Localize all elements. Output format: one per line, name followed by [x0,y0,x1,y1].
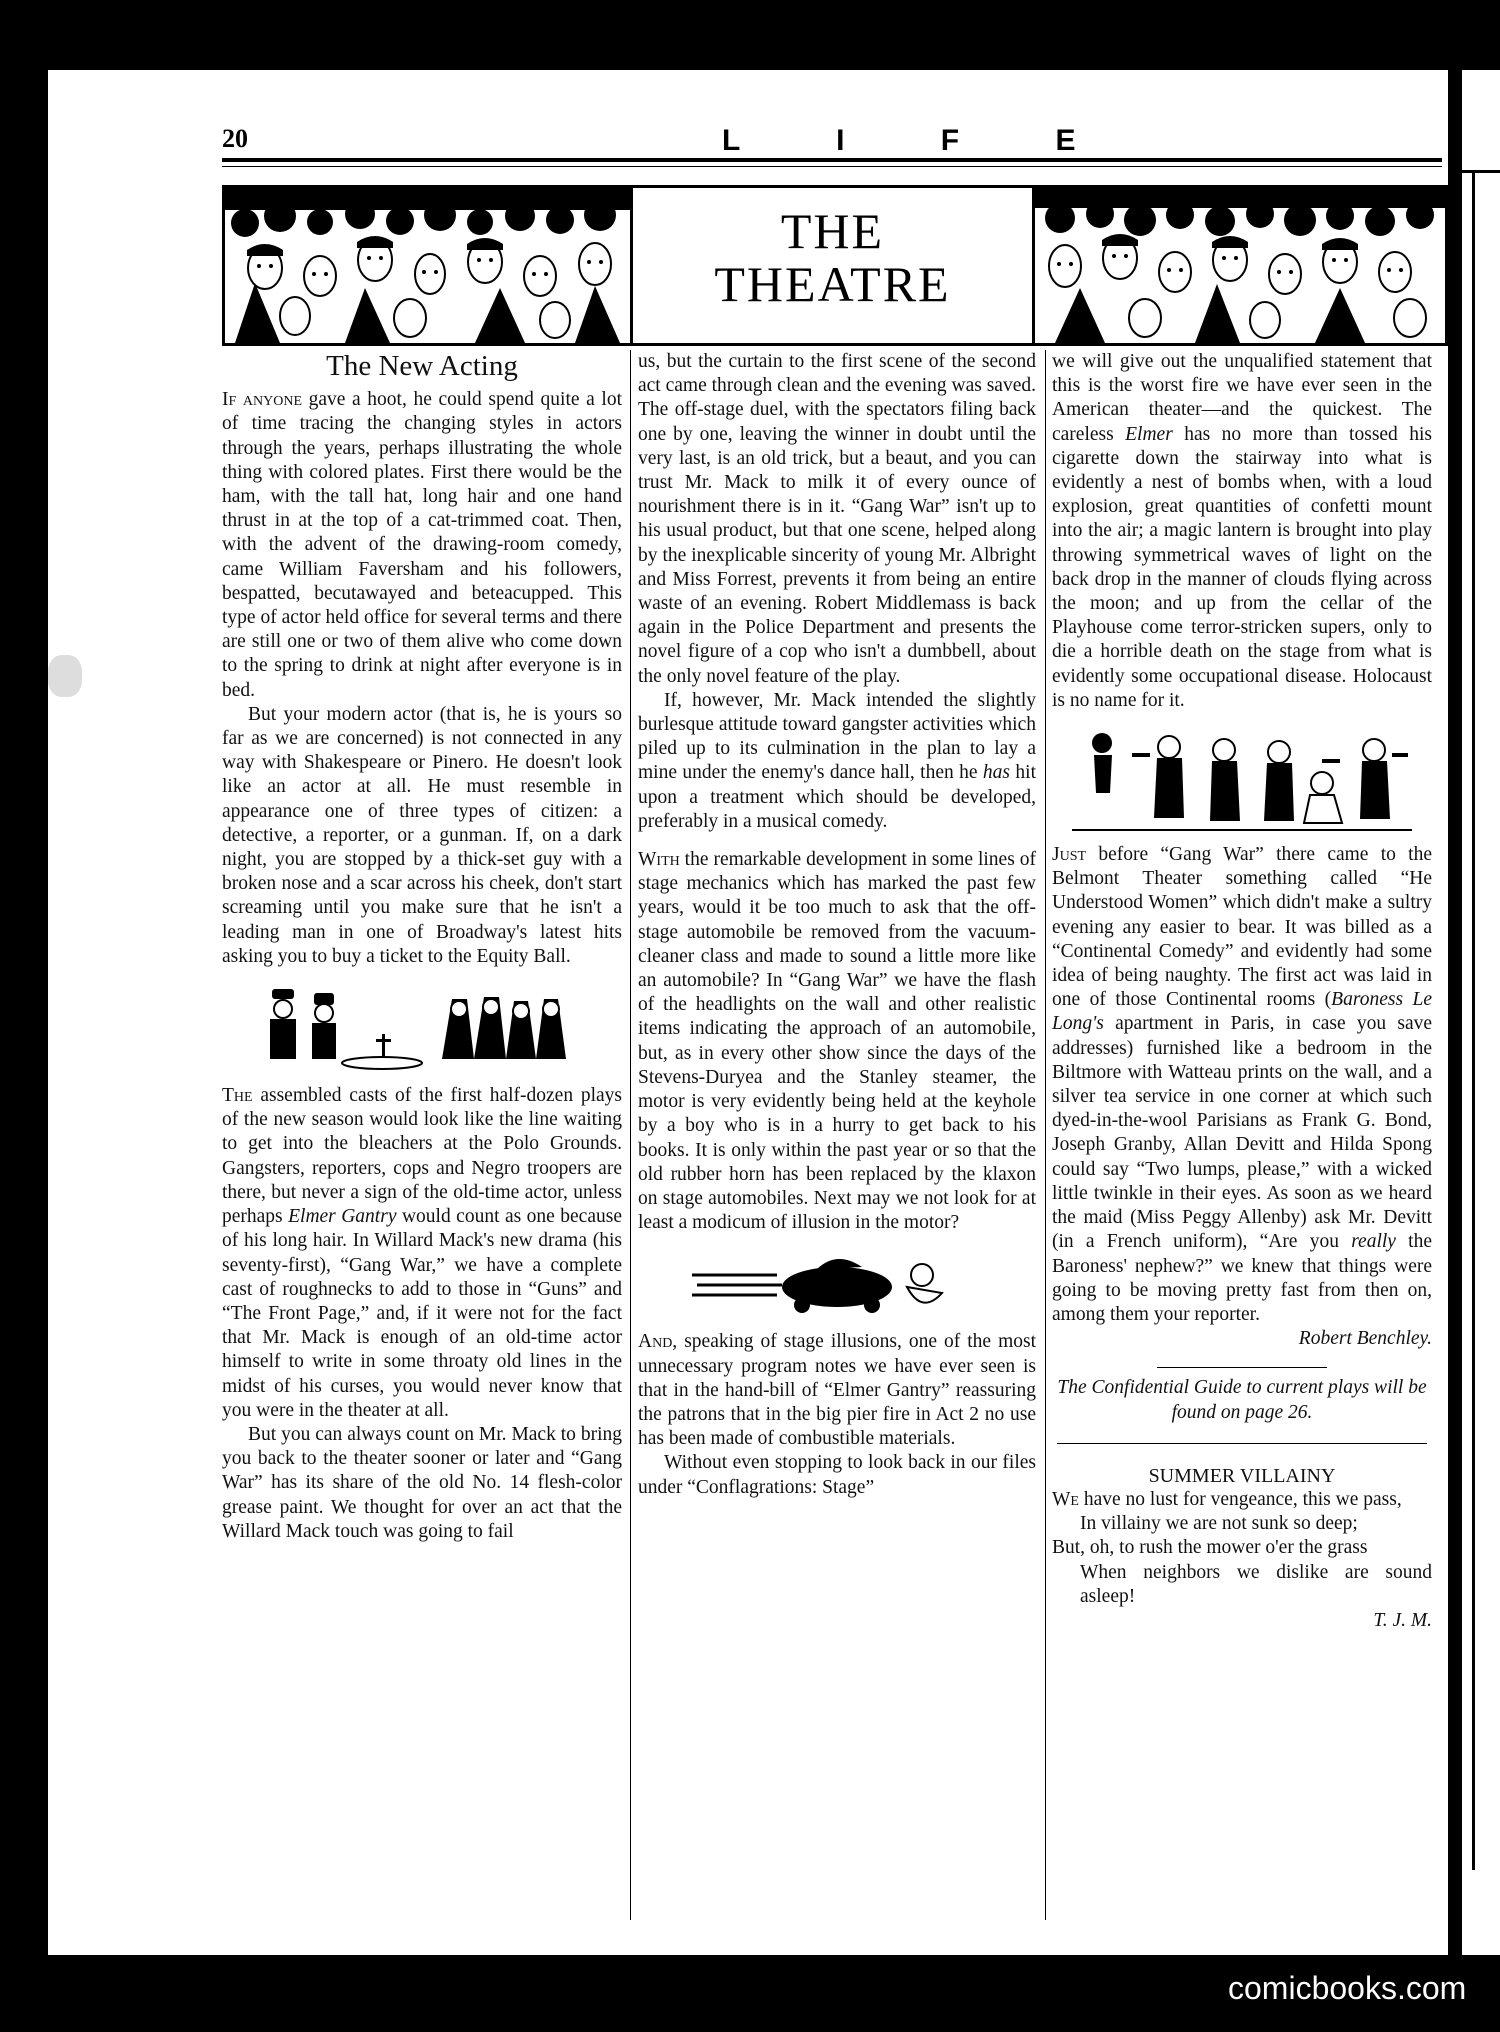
drop-lead: And, [638,1331,678,1353]
column-divider [1045,350,1046,1920]
drop-lead: The [222,1085,253,1107]
watermark: comicbooks.com [1228,1970,1467,2006]
poem-line: We have no lust for vengeance, this we pass, [1052,1488,1402,1510]
page-number: 20 [222,124,248,153]
banner-title-line1: THE [780,203,885,259]
drop-lead: With [638,849,680,871]
paragraph: With the remarkable development in some lines of stage mechanics which has marked the past few years, would it be too much to ask that the off-stage automobile be removed from the vacuum-cleaner class and made to sound a little more like an automobile? In “Gang War” we have the flash of the headlights on the wall and other realistic items indicating the approach of an automobile, but, as in every other show since the days of the Stevens-Duryea and the Stanley steamer, the motor is very evidently being held at the keyhole by a boy who is in a hurry to get back to his books. It is only within the past year or so that the old rubber horn has been replaced by the klaxon on stage automobiles. Next may we not look for at least a modicum of illusion in the motor? [638,849,1036,1234]
banner-title-line2: THEATRE [714,256,951,312]
paragraph: If, however, Mr. Mack intended the slightly burlesque attitude toward gangster activities which piled up to its culmination in the plan to lay a mine under the enemy's dance hall, then he has hit upon a treatment which should be developed, preferably in a musical comedy. [638,689,1036,832]
paragraph: us, but the curtain to the first scene of the second act came through clean and the evening was saved. The off-stage duel, with the spectators filing back one by one, leaving the winner in doubt until the very last, is an old trick, but a beaut, and you can trust Mr. Mack to milk it of every ounce of nourishment there is in it. “Gang War” isn't up to his usual product, but that one scene, helped along by the inexplicable sincerity of young Mr. Albright and Miss Forrest, prevents it from being an entire waste of an evening. Robert Middlemass is back again in the Police Department and presents the novel figure of a cop who isn't a dumbbell, about the only novel feature of the play. [638,351,1036,687]
theatre-banner [222,185,1448,346]
paragraph: Just before “Gang War” there came to the Belmont Theater something called “He Understood Women” which didn't make a sultry evening any easier to bear. It was billed as a “Continental Comedy” and evidently had some idea of being naughty. The first act was laid in one of those Continental rooms (Baroness Le Long's apartment in Paris, in case you save addresses) furnished like a bedroom in the Biltmore with Watteau prints on the wall, and a silver tea service in one corner at which such dyed-in-the-wool Parisians as Frank G. Bond, Joseph Granby, Allan Devitt and Hilda Spong could say “Two lumps, please,” with a wicked little twinkle in their eyes. As soon as we heard the maid (Miss Peggy Allenby) ask Mr. Devitt (in a French uniform), “Are you really the Baroness' nephew?” we knew that things were going to be moving pretty fast from then on, among them your reporter. [1052,844,1433,1325]
article-column-1 [222,350,622,1544]
scan-blemish [48,655,82,697]
paragraph: But you can always count on Mr. Mack to bring you back to the theater sooner or later and “Gang War” has its share of the old No. 14 flesh-color grease paint. We thought for over an act that the Willard Mack touch was going to fail [222,1423,622,1542]
section-rule [1057,1443,1427,1444]
guide-note: The Confidential Guide to current plays will be found on page 26. [1057,1377,1427,1423]
adjacent-page-edge [1462,70,1500,1955]
article-heading: The New Acting [326,350,518,382]
poem [1052,1488,1432,1633]
paragraph: The assembled casts of the first half-dozen plays of the new season would look like the line waiting to get into the bleachers at the Polo Grounds. Gangsters, reporters, cops and Negro troopers are there, but never a sign of the old-time actor, unless perhaps Elmer Gantry would count as one because of his long hair. In Willard Mack's new drama (his seventy-first), “Gang War,” we have a complete cast of roughnecks to add to those in “Guns” and “The Front Page,” and, if it were not for the fact that Mr. Mack is enough of an old-time actor himself to write in some throaty old lines in the midst of his curses, you would never know that you were in the theater at all. [222,1085,622,1421]
byline: Robert Benchley. [1298,1328,1432,1350]
header-rule [222,158,1442,162]
cartoon-gunfight-chorus [1072,723,1412,833]
masthead: L I F E [722,124,1120,157]
paragraph: But your modern actor (that is, he is yours so far as we are concerned) is not connected in any way with Shakespeare or Pinero. He doesn't look like an actor at all. He must resemble in appearance one of three types of citizen: a detective, a reporter, or a gunman. If, on a dark night, you are stopped by a thick-set guy with a broken nose and a scar across his cheek, don't start screaming until you make sure that he isn't a leading man in one of Broadway's latest hits asking you to buy a ticket to the Equity Ball. [222,703,622,967]
paragraph: we will give out the unqualified statement that this is the worst fire we have ever seen in the American theater—and the quickest. The careless Elmer has no more than tossed his cigarette down the stairway into what is evidently a nest of bombs when, with a loud explosion, great quantities of confetti mount into the air; a magic lantern is brought into play throwing symmetrical waves of light on the back drop in the manner of clouds flying across the moon; and up from the cellar of the Playhouse come terror-stricken supers, only to die a horrible death on the stage from what is evidently some occupational disease. Holocaust is no name for it. [1052,351,1432,711]
paragraph: If anyone gave a hoot, he could spend quite a lot of time tracing the changing styles in actors through the years, perhaps illustrating the whole thing with colored plates. First there would be the ham, with the tall hat, long hair and one hand thrust in at the top of a cat-trimmed coat. Then, with the advent of the drawing-room comedy, came William Faversham and his followers, bespatted, becutawayed and beteacupped. This type of actor held office for several terms and there are still one or two of them alive who come down to the spring to drink at night after everyone is in bed. [222,389,622,701]
paragraph: Without even stopping to look back in our files under “Conflagrations: Stage” [638,1452,1036,1498]
poem-line: When neighbors we dislike are sound asleep! [1080,1561,1432,1607]
paragraph: And, speaking of stage illusions, one of the most unnecessary program notes we have ever seen is that in the hand-bill of “Elmer Gantry” reassuring the patrons that in the big pier fire in Act 2 no use has been made of combustible materials. [638,1331,1036,1450]
cartoon-speeding-car [687,1245,987,1320]
audience-illustration-right [1035,188,1445,343]
banner-title [630,188,1035,343]
poem-signature: T. J. M. [1373,1609,1432,1631]
section-rule [1157,1367,1327,1368]
poem-line: In villainy we are not sunk so deep; [1080,1513,1358,1535]
article-column-2 [638,350,1036,1500]
cartoon-actors-lineup [252,979,592,1074]
article-column-3 [1052,350,1432,1633]
poem-line: But, oh, to rush the mower o'er the grass [1052,1537,1368,1559]
header-rule-thin [222,166,1442,167]
drop-lead: Just [1052,844,1087,866]
drop-lead: If anyone [222,389,302,411]
audience-illustration-left [225,188,630,343]
column-divider [630,350,631,1920]
poem-title: SUMMER VILLAINY [1148,1464,1336,1487]
